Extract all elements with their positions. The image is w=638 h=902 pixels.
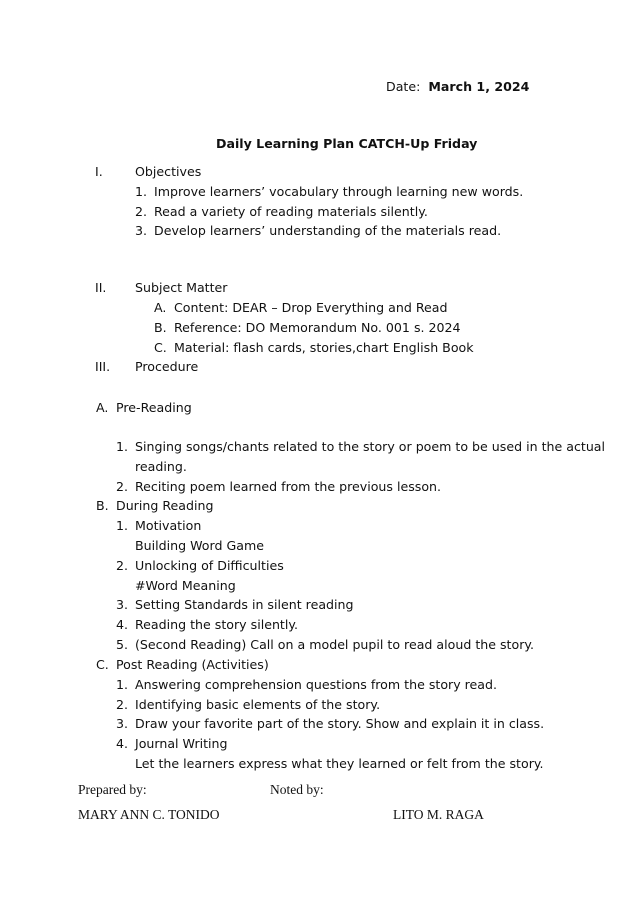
during-reading-subitem: #Word Meaning: [135, 578, 236, 593]
during-reading-subitem: Building Word Game: [135, 538, 264, 553]
during-reading-item: Reading the story silently.: [135, 617, 299, 632]
objective-item: Read a variety of reading materials silently.: [154, 204, 428, 219]
during-reading-heading: During Reading: [116, 498, 214, 513]
pre-reading-item-continued: reading.: [135, 459, 187, 474]
post-reading-subitem: Let the learners express what they learned or felt from the story.: [135, 756, 544, 771]
post-reading-item: Answering comprehension questions from the story read.: [135, 677, 498, 692]
subject-matter-item: Material: flash cards, stories,chart English Book: [174, 340, 474, 355]
list-item-number: 4.: [116, 617, 129, 632]
list-item-number: 2.: [116, 479, 129, 494]
noted-by-label: Noted by:: [270, 782, 324, 797]
date-label: Date:: [386, 79, 421, 94]
subject-matter-heading: Subject Matter: [135, 280, 228, 295]
procedure-numeral: III.: [95, 359, 111, 374]
list-item-number: 4.: [116, 736, 129, 751]
list-item-number: 2.: [116, 697, 129, 712]
list-item-number: 3.: [116, 716, 129, 731]
post-reading-item: Identifying basic elements of the story.: [135, 697, 381, 712]
list-item-letter: C.: [154, 340, 167, 355]
pre-reading-heading: Pre-Reading: [116, 400, 192, 415]
list-item-number: 3.: [116, 597, 129, 612]
list-item-number: 1.: [135, 184, 148, 199]
date-value: March 1, 2024: [428, 79, 530, 94]
list-item-letter: A.: [154, 300, 167, 315]
list-item-number: 2.: [116, 558, 129, 573]
pre-reading-item: Reciting poem learned from the previous lesson.: [135, 479, 442, 494]
subject-matter-item: Reference: DO Memorandum No. 001 s. 2024: [174, 320, 461, 335]
objectives-numeral: I.: [95, 164, 103, 179]
objectives-heading: Objectives: [135, 164, 202, 179]
list-item-letter: A.: [96, 400, 109, 415]
pre-reading-item: Singing songs/chants related to the story or poem to be used in the actual: [135, 439, 606, 454]
list-item-letter: C.: [96, 657, 109, 672]
objective-item: Develop learners’ understanding of the materials read.: [154, 223, 502, 238]
list-item-number: 3.: [135, 223, 148, 238]
prepared-by-label: Prepared by:: [78, 782, 147, 797]
noted-by-name: LITO M. RAGA: [393, 807, 484, 822]
list-item-number: 1.: [116, 518, 129, 533]
during-reading-item: Motivation: [135, 518, 202, 533]
list-item-letter: B.: [96, 498, 109, 513]
document-title: Daily Learning Plan CATCH-Up Friday: [216, 136, 478, 151]
list-item-number: 1.: [116, 439, 129, 454]
subject-matter-item: Content: DEAR – Drop Everything and Read: [174, 300, 448, 315]
procedure-heading: Procedure: [135, 359, 199, 374]
post-reading-item: Draw your favorite part of the story. Show and explain it in class.: [135, 716, 545, 731]
subject-matter-numeral: II.: [95, 280, 107, 295]
during-reading-item: Setting Standards in silent reading: [135, 597, 354, 612]
post-reading-heading: Post Reading (Activities): [116, 657, 269, 672]
during-reading-item: (Second Reading) Call on a model pupil to read aloud the story.: [135, 637, 535, 652]
list-item-letter: B.: [154, 320, 167, 335]
post-reading-item: Journal Writing: [135, 736, 228, 751]
prepared-by-name: MARY ANN C. TONIDO: [78, 807, 220, 822]
during-reading-item: Unlocking of Difficulties: [135, 558, 284, 573]
list-item-number: 5.: [116, 637, 129, 652]
list-item-number: 2.: [135, 204, 148, 219]
date-line: [386, 79, 529, 94]
list-item-number: 1.: [116, 677, 129, 692]
objective-item: Improve learners’ vocabulary through learning new words.: [154, 184, 524, 199]
